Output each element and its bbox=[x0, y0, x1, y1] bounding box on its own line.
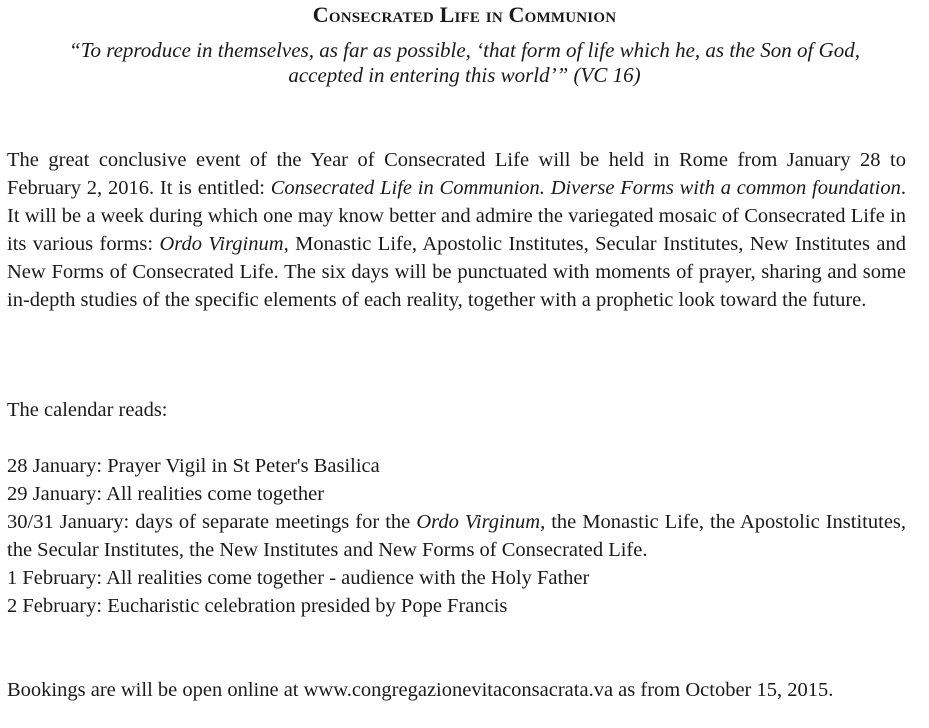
intro-paragraph bbox=[7, 146, 906, 314]
intro-text-3: , Monastic Life, Apostolic Institutes, Secular Institutes, New Institutes and New Forms of Consecrated Life. The six days will be punctuated with moments of prayer, sharing and some in-depth studies of the specific elements of each reality, together with a prophetic look toward the future. bbox=[7, 233, 906, 311]
calendar-ordo-virginum-term: Ordo Virginum bbox=[416, 511, 541, 533]
calendar-item-2-february: 2 February: Eucharistic celebration presided by Pope Francis bbox=[7, 595, 508, 617]
calendar-intro: The calendar reads: bbox=[7, 399, 168, 421]
intro-text-1: The great conclusive event of the Year of Consecrated Life will be held in Rome from January 28 to February 2, 2016. It is entitled: bbox=[7, 149, 906, 199]
calendar-item-29-january: 29 January: All realities come together bbox=[7, 483, 325, 505]
calendar-item-1-february: 1 February: All realities come together - audience with the Holy Father bbox=[7, 567, 590, 589]
calendar-item-3-text-1: 30/31 January: days of separate meetings for the bbox=[7, 511, 417, 533]
calendar-item-3-text-2: , the Monastic Life, the Apostolic Institutes, the Secular Institutes, the New Institutes and New Forms of Consecrated Life. bbox=[7, 511, 907, 561]
intro-text-2: . It will be a week during which one may know better and admire the variegated mosaic of Consecrated Life in its various forms: bbox=[7, 177, 906, 255]
bookings-paragraph: Bookings are will be open online at www.congregazionevitaconsacrata.va as from October 15, 2015. bbox=[7, 679, 834, 701]
calendar-item-28-january: 28 January: Prayer Vigil in St Peter's Basilica bbox=[7, 455, 380, 477]
epigraph-line-1: “To reproduce in themselves, as far as possible, ‘that form of life which he, as the Son of God, bbox=[69, 38, 860, 62]
ordo-virginum-term: Ordo Virginum bbox=[159, 233, 284, 255]
event-name: Consecrated Life in Communion. Diverse Forms with a common foundation bbox=[270, 177, 901, 199]
calendar-item-30-31-january bbox=[7, 508, 906, 564]
calendar-list bbox=[7, 452, 906, 620]
epigraph-quote bbox=[10, 38, 919, 88]
epigraph-line-2: accepted in entering this world’” (VC 16) bbox=[288, 63, 641, 87]
page-title: Consecrated Life in Communion bbox=[312, 2, 617, 27]
